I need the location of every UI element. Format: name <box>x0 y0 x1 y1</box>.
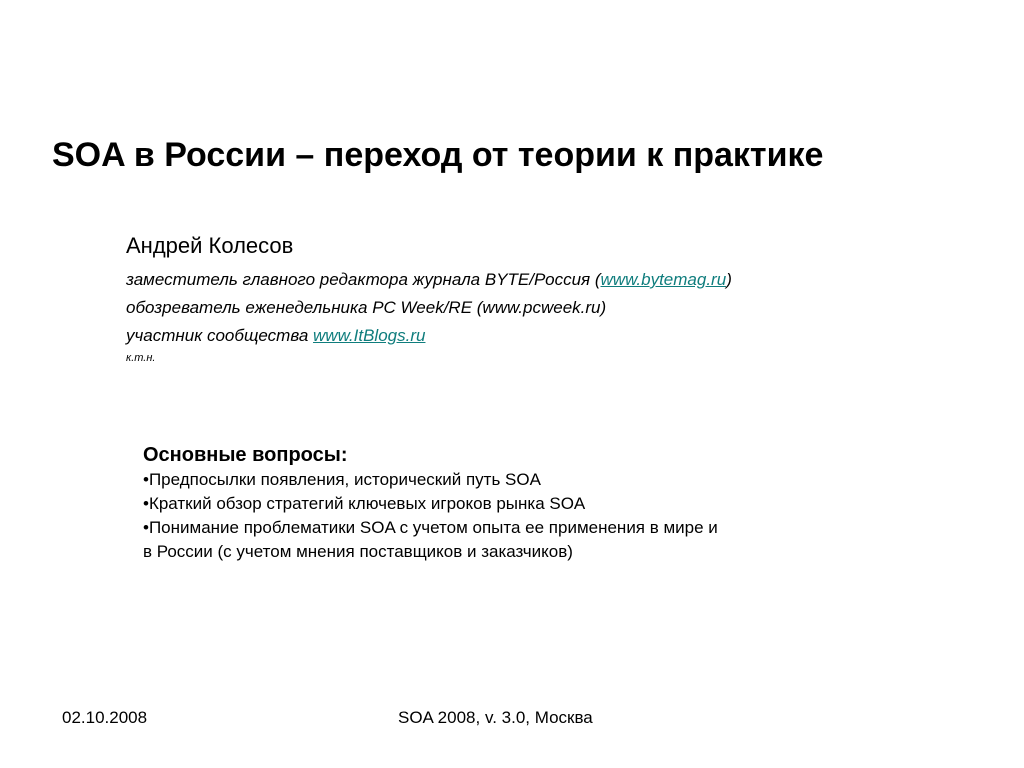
author-position-byte-text: заместитель главного редактора журнала BYTE/Россия ( <box>126 270 601 289</box>
author-position-byte-suffix: ) <box>726 270 732 289</box>
author-position-pcweek: обозреватель еженедельника PC Week/RE (www.pcweek.ru) <box>126 298 607 317</box>
author-community <box>126 322 732 350</box>
slide-title: SOA в России – переход от теории к практике <box>52 136 824 174</box>
bytemag-link[interactable]: www.bytemag.ru <box>600 270 727 289</box>
topic-item: •Краткий обзор стратегий ключевых игроков рынка SOA <box>143 494 586 513</box>
itblogs-link[interactable]: www.ItBlogs.ru <box>313 326 426 345</box>
author-block <box>126 232 732 366</box>
author-degree: к.т.н. <box>126 352 156 364</box>
topics-block <box>143 442 718 564</box>
topics-heading: Основные вопросы: <box>143 444 348 466</box>
topic-item: •Предпосылки появления, исторический путь SOA <box>143 470 541 489</box>
author-name: Андрей Колесов <box>126 233 294 258</box>
topic-item: в России (с учетом мнения поставщиков и заказчиков) <box>143 542 573 561</box>
footer-date: 02.10.2008 <box>62 708 148 727</box>
footer-event: SOA 2008, v. 3.0, Москва <box>398 708 593 727</box>
author-community-text: участник сообщества <box>126 326 314 345</box>
author-position-byte <box>126 266 732 294</box>
topic-item: •Понимание проблематики SOA с учетом опыта ее применения в мире и <box>143 518 718 537</box>
